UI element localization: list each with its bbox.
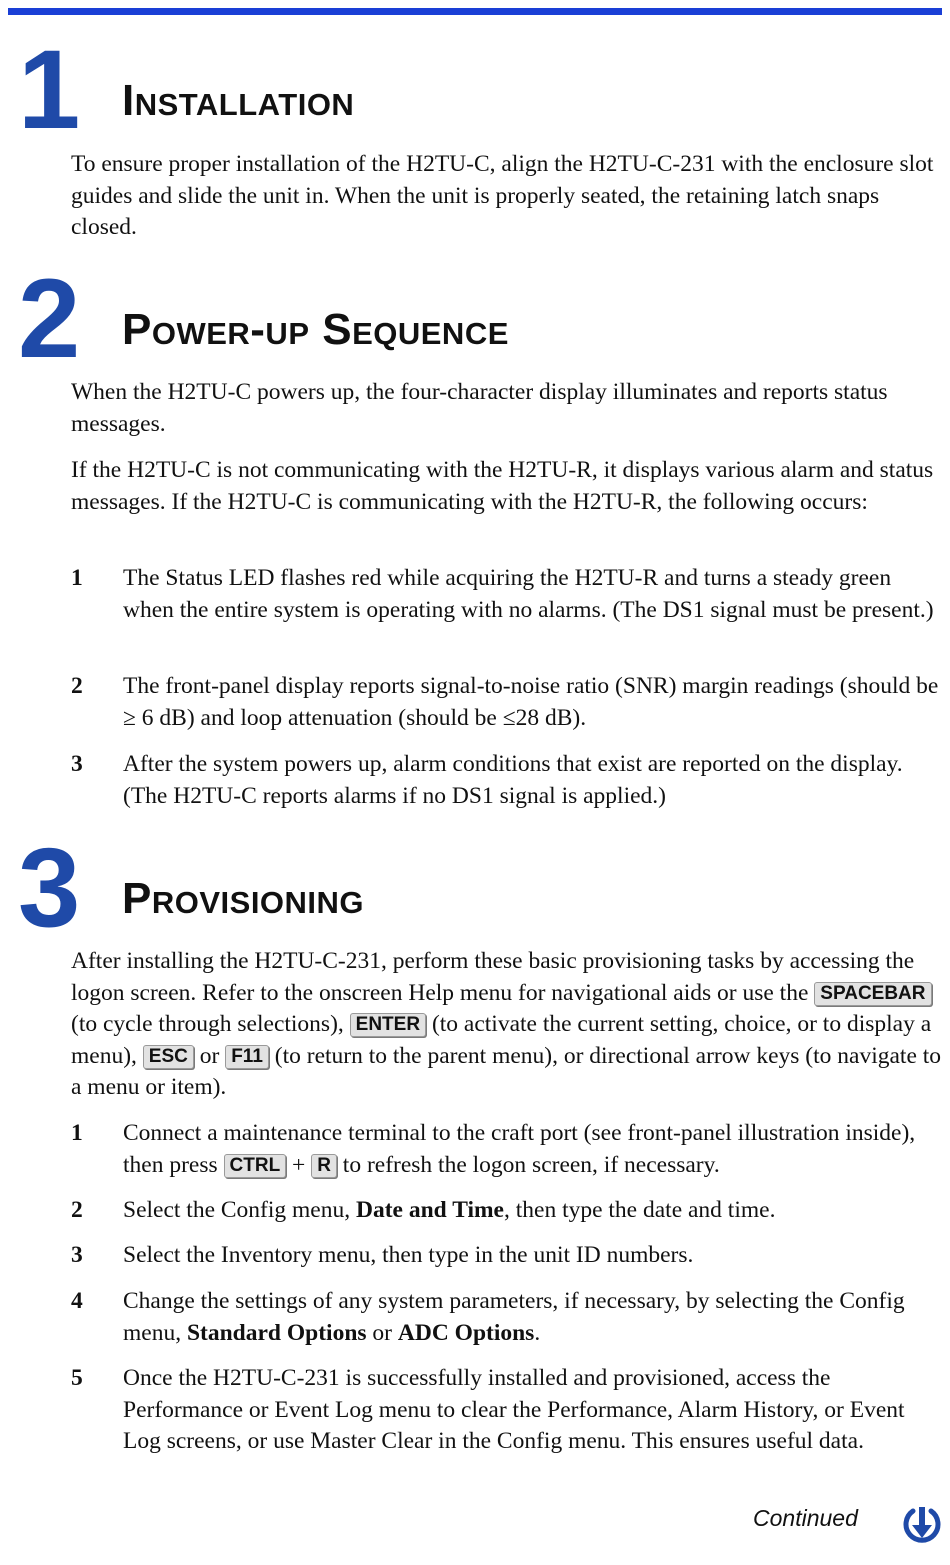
step-number: 2 bbox=[71, 673, 83, 699]
f11-key: F11 bbox=[225, 1045, 269, 1069]
paragraph: When the H2TU-C powers up, the four-character display illuminates and reports status messages. bbox=[71, 379, 888, 437]
section-title: Provisioning bbox=[122, 874, 365, 923]
step-number: 5 bbox=[71, 1365, 83, 1391]
step-text: Select the Inventory menu, then type in the unit ID numbers. bbox=[123, 1242, 694, 1268]
step-text: Once the H2TU-C-231 is successfully installed and provisioned, access the Performance or Event Log menu to clear the Performance, Alarm History, or Event Log screens, or use Master Clear in the Config menu. This ensures useful data. bbox=[123, 1365, 905, 1454]
paragraph: After installing the H2TU-C-231, perform these basic provisioning tasks by accessing the logon screen. Refer to the onscreen Help menu for navigational aids or use the SPACEBAR (to cycle through selections), ENTER (to activate the current setting, choice, or to display a menu), ESC or F11 (to return to the parent menu), or directional arrow keys (to navigate to a menu or item). bbox=[71, 948, 942, 1100]
step-text: The front-panel display reports signal-to-noise ratio (SNR) margin readings (should be ≥ 6 dB) and loop attenuation (should be ≤28 dB). bbox=[123, 673, 939, 731]
r-key: R bbox=[311, 1154, 337, 1178]
step-number: 2 bbox=[71, 1197, 83, 1223]
section-title: Power-up Sequence bbox=[122, 305, 509, 354]
top-rule bbox=[8, 8, 942, 15]
step-number: 3 bbox=[71, 1242, 83, 1268]
step-text: Change the settings of any system parameters, if necessary, by selecting the Config menu, Standard Options or ADC Options. bbox=[123, 1288, 905, 1346]
step-text: After the system powers up, alarm conditions that exist are reported on the display. (The H2TU-C reports alarms if no DS1 signal is applied.) bbox=[123, 751, 903, 809]
step-number: 3 bbox=[71, 751, 83, 777]
step-text: The Status LED flashes red while acquiring the H2TU-R and turns a steady green when the entire system is operating with no alarms. (The DS1 signal must be present.) bbox=[123, 565, 934, 623]
step-text: Select the Config menu, Date and Time, then type the date and time. bbox=[123, 1197, 776, 1223]
esc-key: ESC bbox=[143, 1045, 194, 1069]
arrow-down-circle-icon[interactable] bbox=[903, 1505, 941, 1545]
enter-key: ENTER bbox=[350, 1013, 426, 1037]
continued-label: Continued bbox=[753, 1505, 858, 1531]
step-number: 4 bbox=[71, 1288, 83, 1314]
section-number: 1 bbox=[18, 27, 77, 152]
section-number: 3 bbox=[18, 825, 77, 950]
section-number: 2 bbox=[18, 256, 77, 381]
step-text: Connect a maintenance terminal to the craft port (see front-panel illustration inside), then press CTRL + R to refresh the logon screen, if necessary. bbox=[123, 1120, 916, 1178]
ctrl-key: CTRL bbox=[224, 1154, 287, 1178]
paragraph: To ensure proper installation of the H2TU-C, align the H2TU-C-231 with the enclosure slot guides and slide the unit in. When the unit is properly seated, the retaining latch snaps closed. bbox=[71, 151, 934, 240]
step-number: 1 bbox=[71, 565, 83, 591]
paragraph: If the H2TU-C is not communicating with the H2TU-R, it displays various alarm and status messages. If the H2TU-C is communicating with the H2TU-R, the following occurs: bbox=[71, 457, 934, 515]
section-title: Installation bbox=[122, 76, 355, 125]
spacebar-key: SPACEBAR bbox=[814, 982, 931, 1006]
step-number: 1 bbox=[71, 1120, 83, 1146]
